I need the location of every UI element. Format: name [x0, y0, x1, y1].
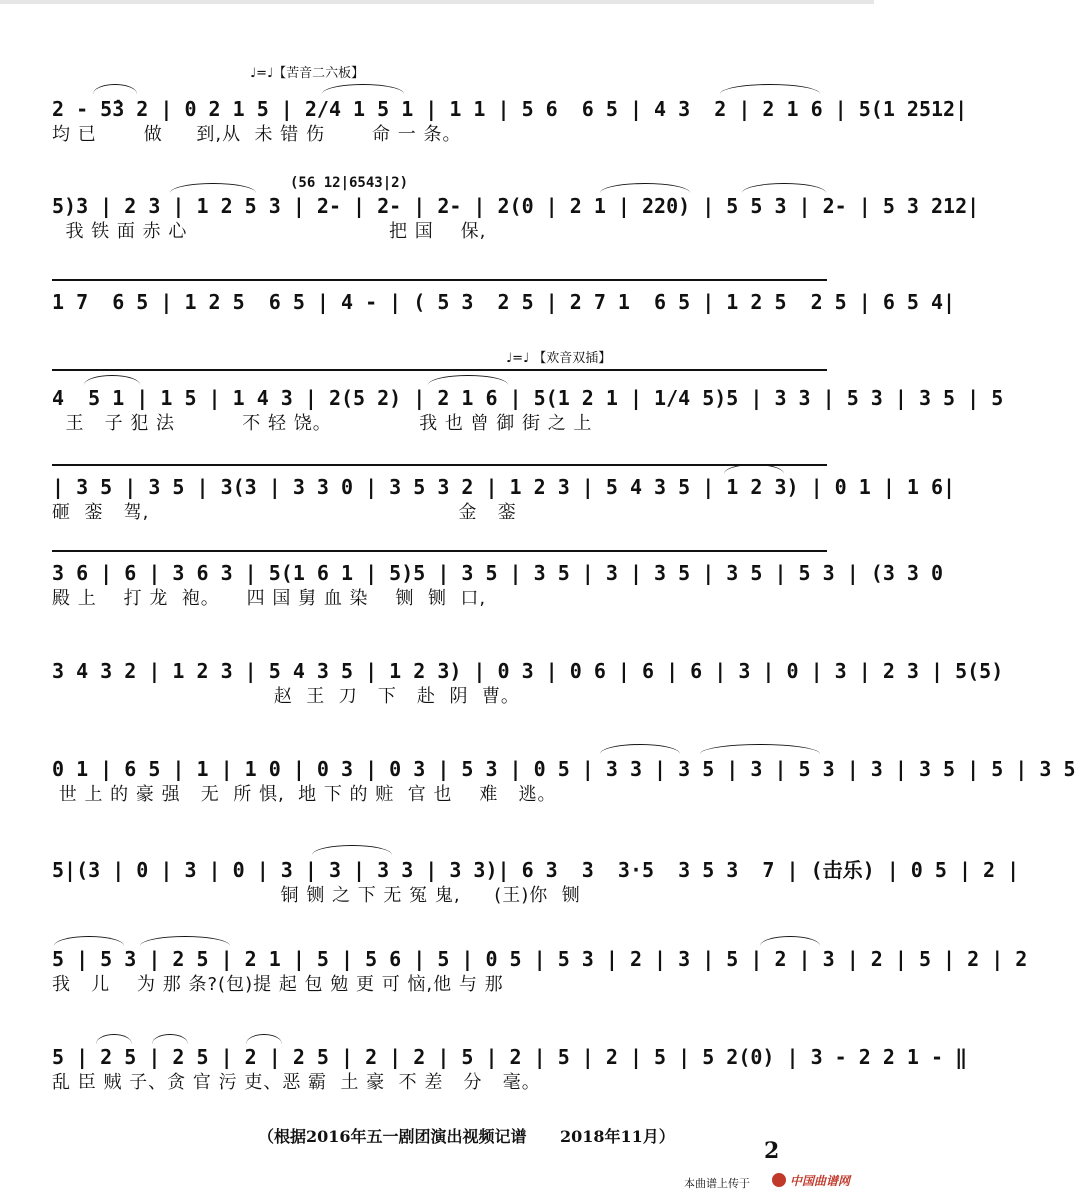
upload-note: 本曲谱上传于	[684, 1177, 750, 1190]
notation-line: 2 - 5̂3 2 | 0 2 1 5 | 2/4 1 5 1 | 1 1 | 5 6 6 5 | 4 3 2 | 2 1 6 | 5(1 2512|	[52, 97, 968, 121]
slur	[312, 845, 392, 855]
interlude-annotation: (56 12|6543|2)	[290, 175, 409, 191]
notation-line: 0 1 | 6 5 | 1 | 1 0 | 0 3 | 0 3 | 5 3 | 0 5 | 3 3 | 3 5 | 3 | 5 3 | 3 | 3 5 | 5 | 3 5	[52, 757, 1076, 781]
notation-line: 3 4 3 2 | 1 2 3 | 5 4 3 5 | 1 2 3) | 0 3 | 0 6 | 6 | 6 | 3 | 0 | 3 | 2 3 | 5(5)	[52, 659, 1004, 683]
slur	[246, 1034, 282, 1044]
slur	[96, 1034, 132, 1044]
notation-line: 3 6 | 6 | 3 6 3 | 5(1 6 1 | 5)5 | 3 5 | 3 5 | 3 | 3 5 | 3 5 | 5 3 | (3 3 0	[52, 561, 944, 585]
notation-line: 5|(3 | 0 | 3 | 0 | 3 | 3 | 3 3 | 3 3)| 6 3 3 3·5 3 5 3 7 | (击乐) | 0 5 | 2 |	[52, 858, 1020, 882]
site-name: 中国曲谱网	[790, 1174, 851, 1188]
lyric-line: 王 子 犯 法 不 轻 饶。 我 也 曾 御 街 之 上	[52, 413, 593, 434]
tempo-annotation: ♩=♩ 【欢音双插】	[506, 351, 612, 366]
slur	[84, 375, 140, 385]
long-beam	[52, 369, 827, 371]
slur	[700, 744, 820, 754]
page-number: 2	[764, 1138, 780, 1164]
slur	[322, 84, 404, 94]
lyric-line: 乱 臣 贼 子、贪 官 污 吏、恶 霸 土 豪 不 差 分 毫。	[52, 1072, 541, 1093]
site-logo-icon	[772, 1173, 786, 1187]
slur	[170, 183, 256, 193]
long-beam	[52, 550, 827, 552]
lyric-line: 世 上 的 豪 强 无 所 惧, 地 下 的 赃 官 也 难 逃。	[52, 784, 557, 805]
slur	[140, 936, 230, 946]
lyric-line: 均 已 做 到,从 未 错 伤 命 一 条。	[52, 124, 462, 145]
tempo-annotation: ♩=♩【苦音二六板】	[250, 66, 365, 81]
lyric-line: 我 铁 面 赤 心 把 国 保,	[52, 221, 487, 242]
lyric-line: 铜 铡 之 下 无 冤 鬼, (王)你 铡	[52, 885, 581, 906]
slur	[724, 464, 784, 474]
lyric-line: 殿 上 打 龙 袍。 四 国 舅 血 染 铡 铡 口,	[52, 588, 487, 609]
notation-line: 5 | 2 5 | 2 5 | 2 | 2 5 | 2 | 2 | 5 | 2 | 5 | 2 | 5 | 5 2(0) | 3 - 2 2 1 - ‖	[52, 1045, 968, 1069]
notation-line: 5)3 | 2 3 | 1 2 5 3 | 2- | 2- | 2- | 2(0 | 2 1 | 220) | 5 5 3 | 2- | 5 3 212|	[52, 194, 980, 218]
lyric-line: 赵 王 刀 下 赴 阴 曹。	[52, 686, 520, 707]
slur	[152, 1034, 188, 1044]
slur	[720, 84, 820, 94]
slur	[760, 936, 820, 946]
notation-line: 5 | 5 3 | 2 5 | 2 1 | 5 | 5 6 | 5 | 0 5 | 5 3 | 2 | 3 | 5 | 2 | 3 | 2 | 5 | 2 | 2	[52, 947, 1028, 971]
slur	[600, 744, 680, 754]
slur	[600, 183, 690, 193]
long-beam	[52, 279, 827, 281]
source-note: （根据2016年五一剧团演出视频记谱 2018年11月）	[258, 1127, 675, 1146]
slur	[54, 936, 124, 946]
slur	[428, 375, 508, 385]
lyric-line: 我 儿 为 那 条?(包)提 起 包 勉 更 可 恼,他 与 那	[52, 974, 504, 995]
long-beam	[52, 464, 827, 466]
notation-line: | 3 5 | 3 5 | 3(3 | 3 3 0 | 3 5 3 2 | 1 2 3 | 5 4 3 5 | 1 2 3) | 0 1 | 1 6|	[52, 475, 956, 499]
notation-line: 4 5 1 | 1 5 | 1 4 3 | 2(5 2) | 2 1 6 | 5(1 2 1 | 1/4 5)5 | 3 3 | 5 3 | 3 5 | 5	[52, 386, 1004, 410]
lyric-line: 砸 銮 驾, 金 銮	[52, 502, 517, 523]
scan-edge	[0, 0, 874, 4]
notation-line: 1 7 6 5 | 1 2 5 6 5 | 4 - | ( 5 3 2 5 | 2 7 1 6 5 | 1 2 5 2 5 | 6 5 4|	[52, 290, 956, 314]
slur	[93, 84, 137, 94]
slur	[742, 183, 826, 193]
